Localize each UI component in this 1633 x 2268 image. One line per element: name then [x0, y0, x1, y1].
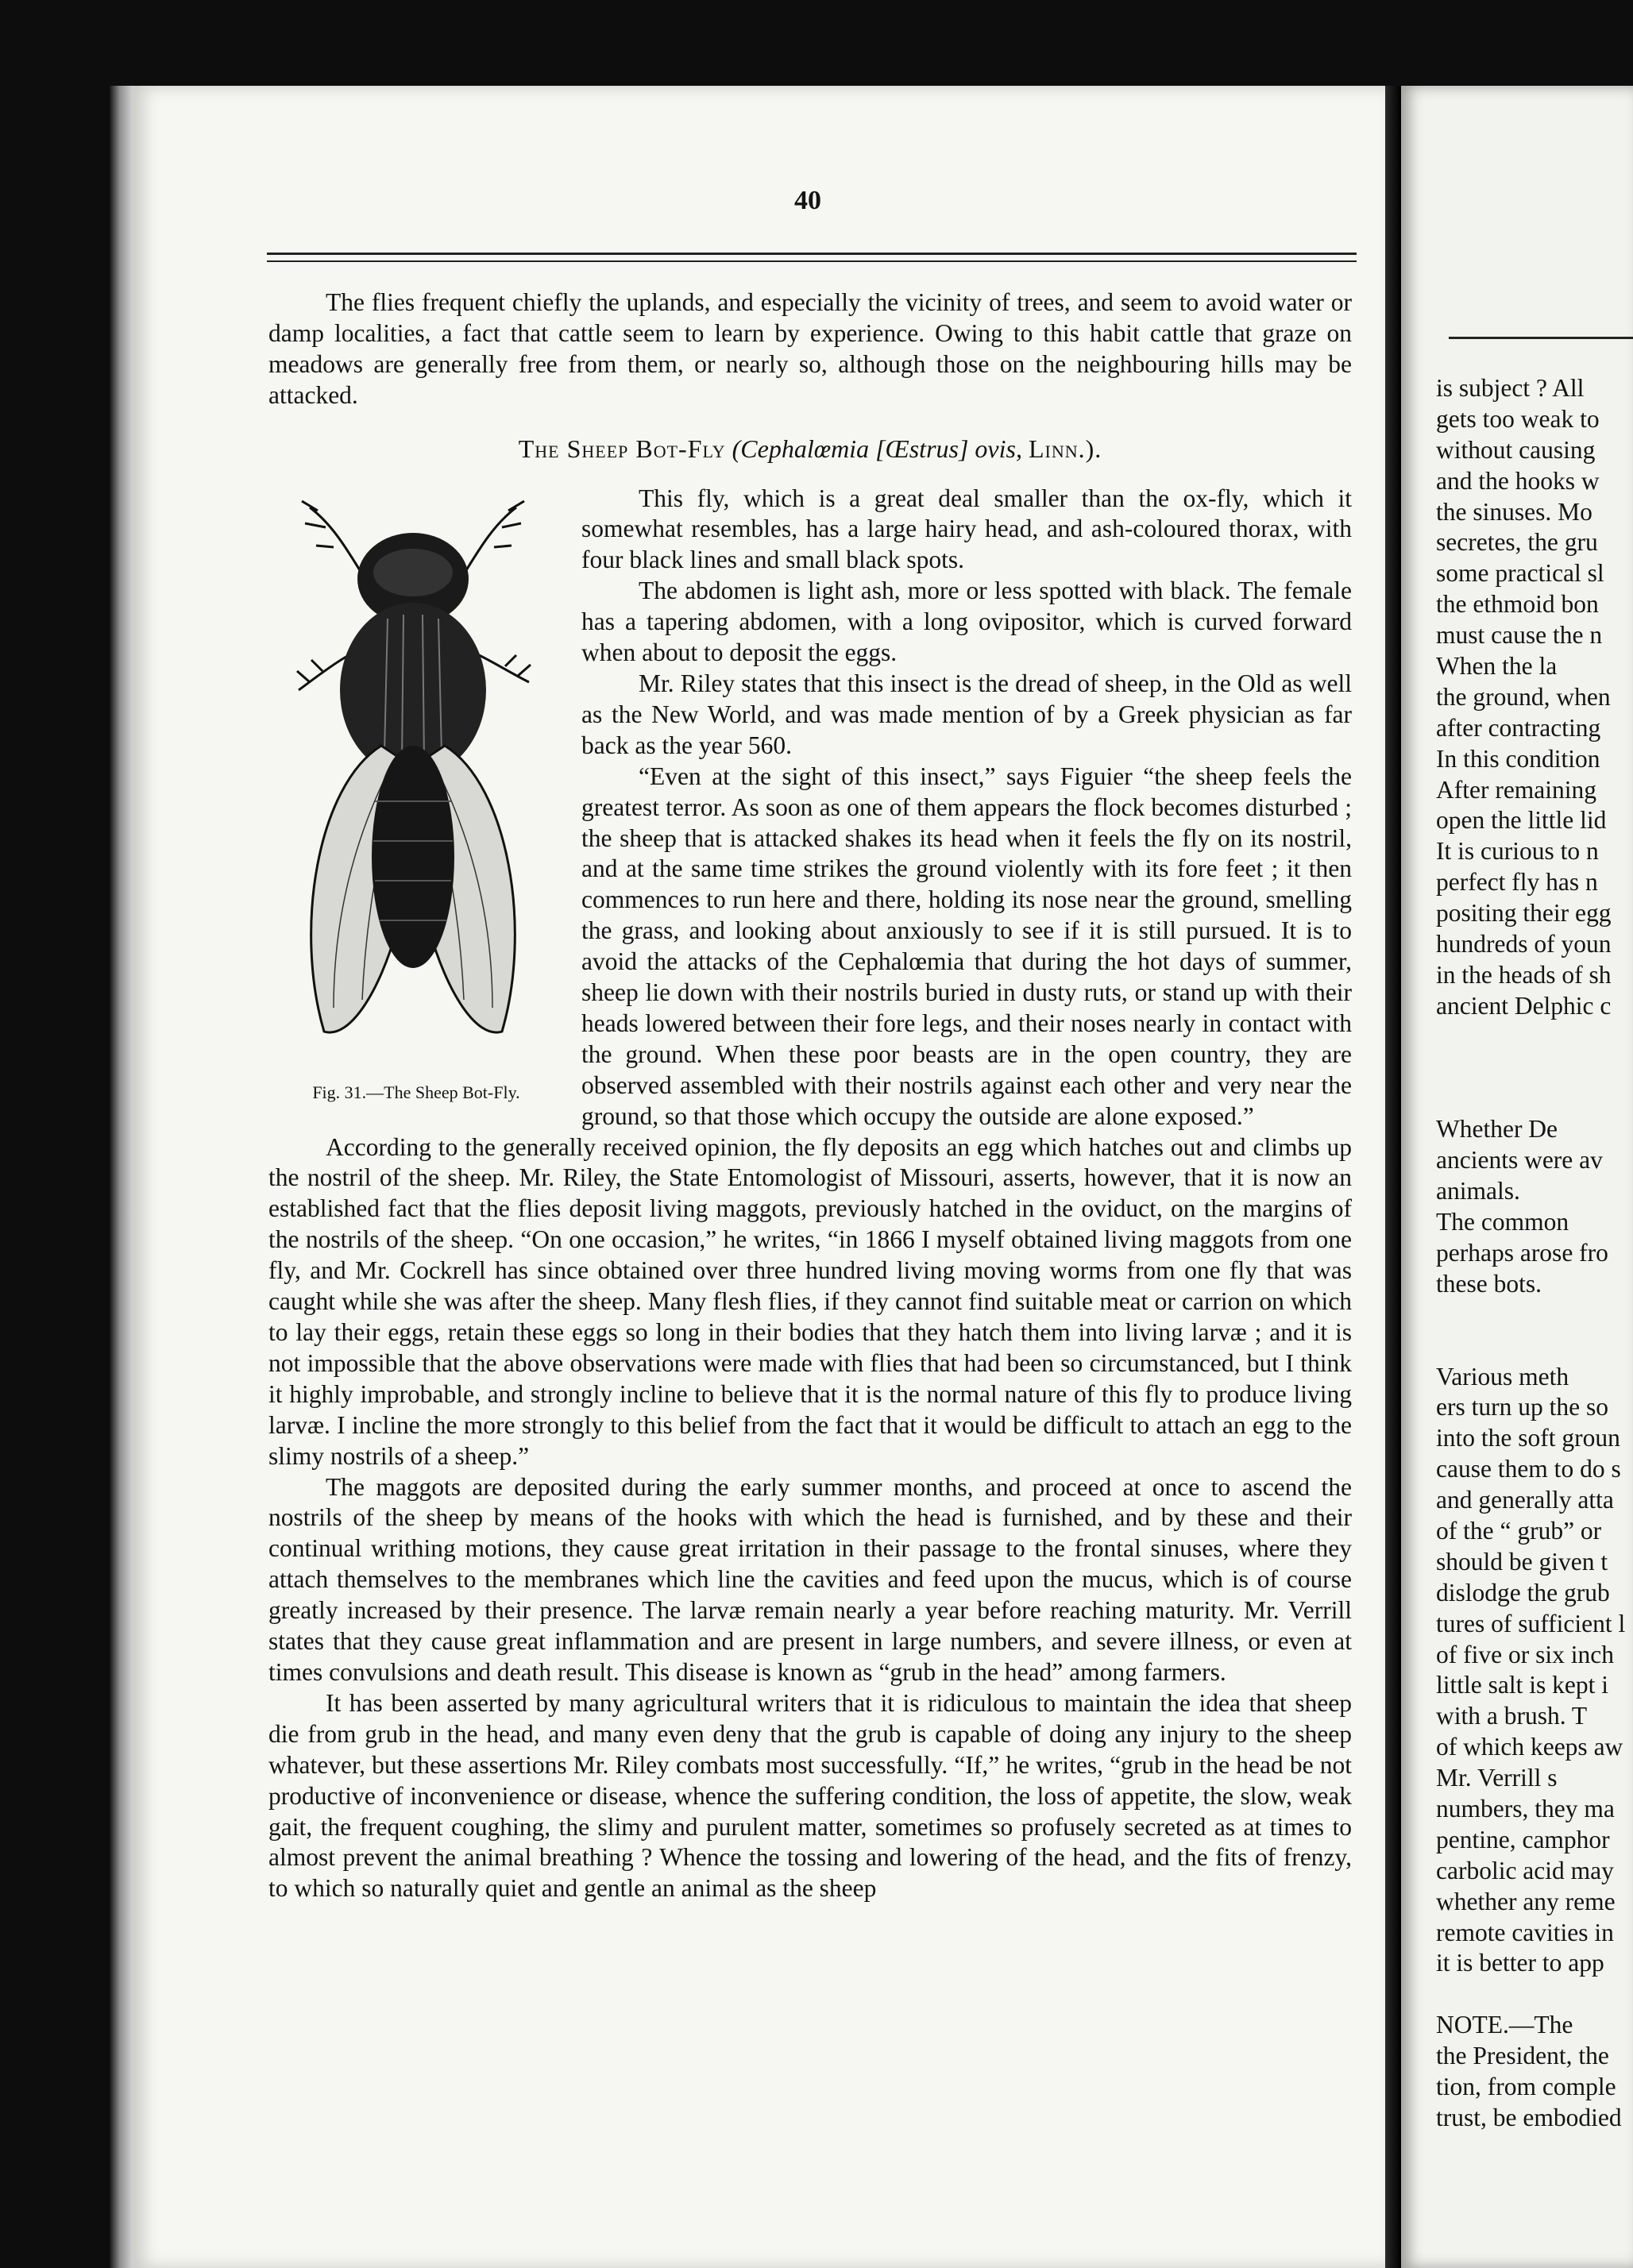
right-page-line: the President, the [1436, 2042, 1609, 2070]
right-page-line [1436, 1022, 1633, 1053]
right-page-line: tures of sufficient l [1436, 1609, 1626, 1637]
right-page-text [1436, 373, 1633, 2134]
right-page-line: gets too weak to [1436, 404, 1600, 433]
right-page-line: After remaining [1436, 775, 1597, 804]
right-page-line: animals. [1436, 1177, 1520, 1205]
paragraph: The maggots are deposited during the early summer months, and proceed at once to ascend the nostrils of the sheep by means of the hooks with which the head is furnished, and by these and their continual writhing motions, they cause great irritation in their passage to the frontal sinuses, where they attach themselves to the membranes which line the cavities and feed upon the mucus, which is of course greatly increased by their presence. The larvæ remain nearly a year before reaching maturity. Mr. Verrill states that they cause great inflammation and are present in large numbers, and severe illness, or even at times convulsions and death result. This disease is known as “grub in the head” among farmers. [268, 1472, 1352, 1686]
paragraph: The flies frequent chiefly the uplands, and especially the vicinity of trees, and seem to avoid water or damp localities, a fact that cattle seem to learn by experience. Owing to this habit cattle that graze on meadows are generally free from them, or nearly so, although those on the neighbouring hills may be attacked. [268, 288, 1352, 409]
right-page-line: hundreds of youn [1436, 930, 1612, 958]
right-page-line: and the hooks w [1436, 466, 1600, 495]
right-page-line: in the heads of sh [1436, 960, 1612, 989]
right-page-line: the ethmoid bon [1436, 590, 1599, 619]
paragraph: This fly, which is a great deal smaller than the ox-fly, which it somewhat resembles, has a large hairy head, and ash-coloured thorax, with four black lines and small black spots. [581, 484, 1352, 574]
right-page-line: without causing [1436, 435, 1596, 464]
right-page-line: into the soft groun [1436, 1424, 1620, 1452]
right-page-line: should be given t [1436, 1547, 1608, 1576]
right-page [1401, 86, 1633, 2268]
right-page-line: the sinuses. Mo [1436, 497, 1592, 526]
page-number: 40 [794, 186, 821, 215]
right-page-line: Mr. Verrill s [1436, 1764, 1558, 1792]
right-page-line: dislodge the grub [1436, 1578, 1610, 1606]
right-page-line [1436, 1331, 1633, 1362]
paragraph: It has been asserted by many agricultural writers that it is ridiculous to maintain the idea that sheep die from grub in the head, and many even deny that the grub is capable of doing any injury to the sheep whatever, but these assertions Mr. Riley combats most successfully. “If,” he writes, “grub in the head be not productive of inconvenience or disease, whence the suffering condition, the loss of appetite, the slow, weak gait, the frequent coughing, the slimy and purulent matter, sometimes so profusely secreted as at times to almost prevent the animal breathing ? Whence the tossing and lowering of the head, and the fits of frenzy, to which so naturally quiet and gentle an animal as the sheep [268, 1688, 1352, 1903]
figure [268, 484, 564, 1116]
heading-author: Linn.). [1028, 434, 1102, 463]
right-page-line: positing their egg [1436, 899, 1612, 928]
book-gutter [1385, 86, 1401, 2268]
paragraph: The abdomen is light ash, more or less spotted with black. The female has a tapering abdomen, with a long ovipositor, which is curved forward when about to deposit the eggs. [581, 577, 1352, 667]
right-page-line: numbers, they ma [1436, 1794, 1615, 1822]
right-page-line: pentine, camphor [1436, 1825, 1610, 1853]
right-page-line [1436, 1083, 1633, 1114]
right-page-line: perhaps arose fro [1436, 1238, 1608, 1267]
right-page-line: must cause the n [1436, 621, 1603, 650]
header-rule-bottom [267, 260, 1357, 262]
right-page-line: is subject ? All [1436, 374, 1585, 402]
right-page-line: Whether De [1436, 1115, 1558, 1144]
figure-caption: Fig. 31.—The Sheep Bot-Fly. [312, 1082, 520, 1102]
main-text [268, 287, 1352, 1904]
right-page-line: some practical sl [1436, 559, 1604, 588]
right-page-line: When the la [1436, 652, 1558, 681]
right-page-line: after contracting [1436, 713, 1601, 742]
right-page-line: Various meth [1436, 1362, 1569, 1390]
right-page-line: The common [1436, 1208, 1569, 1236]
right-page-line: little salt is kept i [1436, 1671, 1608, 1699]
right-page-line: open the little lid [1436, 806, 1607, 835]
right-page-line [1436, 1979, 1633, 2010]
right-page-line: the ground, when [1436, 682, 1611, 711]
right-page-line: In this condition [1436, 744, 1600, 773]
right-page-line: ancient Delphic c [1436, 991, 1612, 1020]
scan-edge [110, 86, 132, 2268]
right-page-line: trust, be embodied [1436, 2103, 1622, 2131]
heading-title: The Sheep Bot-Fly [518, 434, 726, 463]
right-page-line: these bots. [1436, 1269, 1542, 1298]
paragraph: According to the generally received opinion, the fly deposits an egg which hatches out and climbs up the nostril of the sheep. Mr. Riley, the State Entomologist of Missouri, asserts, however, that it is now an established fact that the flies deposit living maggots, previously hatched in the oviduct, on the margins of the nostrils of the sheep. “On one occasion,” he writes, “in 1866 I myself obtained living maggots from one fly, and Mr. Cockrell has since obtained over three hundred living moving worms from one fly that was caught while she was after the sheep. Many flesh flies, if they cannot find suitable meat or carrion on which to lay their eggs, retain these eggs so long in their bodies that they hatch them into living larvæ ; and it is not impossible that the above observations were made with flies that had been so circumstanced, but I think it highly improbable, and strongly incline to believe that it is the normal nature of this fly to produce living larvæ. I incline the more strongly to this belief from the fact that it would be difficult to attach an egg to the slimy nostrils of a sheep.” [268, 1132, 1352, 1470]
right-page-line: perfect fly has n [1436, 868, 1598, 897]
right-page-line: of five or six inch [1436, 1640, 1614, 1668]
header-rule-top [267, 253, 1357, 255]
sheep-bot-fly-illustration [286, 484, 556, 1071]
right-page-line: cause them to do s [1436, 1455, 1621, 1483]
right-page-line: whether any reme [1436, 1887, 1616, 1915]
right-page-line: of which keeps aw [1436, 1733, 1623, 1761]
right-page-line: with a brush. T [1436, 1702, 1588, 1730]
right-page-line: carbolic acid may [1436, 1856, 1614, 1884]
right-page-line: ers turn up the so [1436, 1393, 1608, 1421]
right-page-line: secretes, the gru [1436, 528, 1598, 557]
right-page-line: tion, from comple [1436, 2072, 1616, 2100]
right-page-line: NOTE.—The [1436, 2011, 1573, 2039]
right-page-line: ancients were av [1436, 1146, 1603, 1174]
right-page-line: It is curious to n [1436, 837, 1599, 866]
heading-scientific-name: (Cephalœmia [Œstrus] ovis, [732, 434, 1022, 463]
paragraph: “Even at the sight of this insect,” says Figuier “the sheep feels the greatest terror. As soon as one of them appears the flock becomes disturbed ; the sheep that is attacked shakes its head when it feels the fly on its nostril, and at the same time strikes the ground violently with its fore feet ; it then commences to run here and there, holding its nose near the ground, smelling the grass, and looking about anxiously to see if it is still pursued. It is to avoid the attacks of the Cephalœmia that during the hot days of summer, sheep lie down with their nostrils buried in dusty ruts, or stand up with their heads lowered between their fore legs, and their noses nearly in contact with the ground. When these poor beasts are in the open country, they are observed assembled with their nostrils against each other and very near the ground, so that those which occupy the outside are alone exposed.” [581, 762, 1352, 1130]
right-page-line: it is better to app [1436, 1949, 1604, 1977]
section-heading [268, 434, 1352, 465]
right-header-rule [1449, 337, 1633, 339]
paragraph: Mr. Riley states that this insect is the dread of sheep, in the Old as well as the New World, and was made mention of by a Greek physician as far back as the year 560. [581, 669, 1352, 759]
right-page-line [1436, 1300, 1633, 1331]
right-page-line [1436, 1053, 1633, 1084]
right-page-line: of the “ grub” or [1436, 1516, 1602, 1545]
right-page-line: and generally atta [1436, 1486, 1614, 1514]
right-page-line: remote cavities in [1436, 1918, 1614, 1946]
